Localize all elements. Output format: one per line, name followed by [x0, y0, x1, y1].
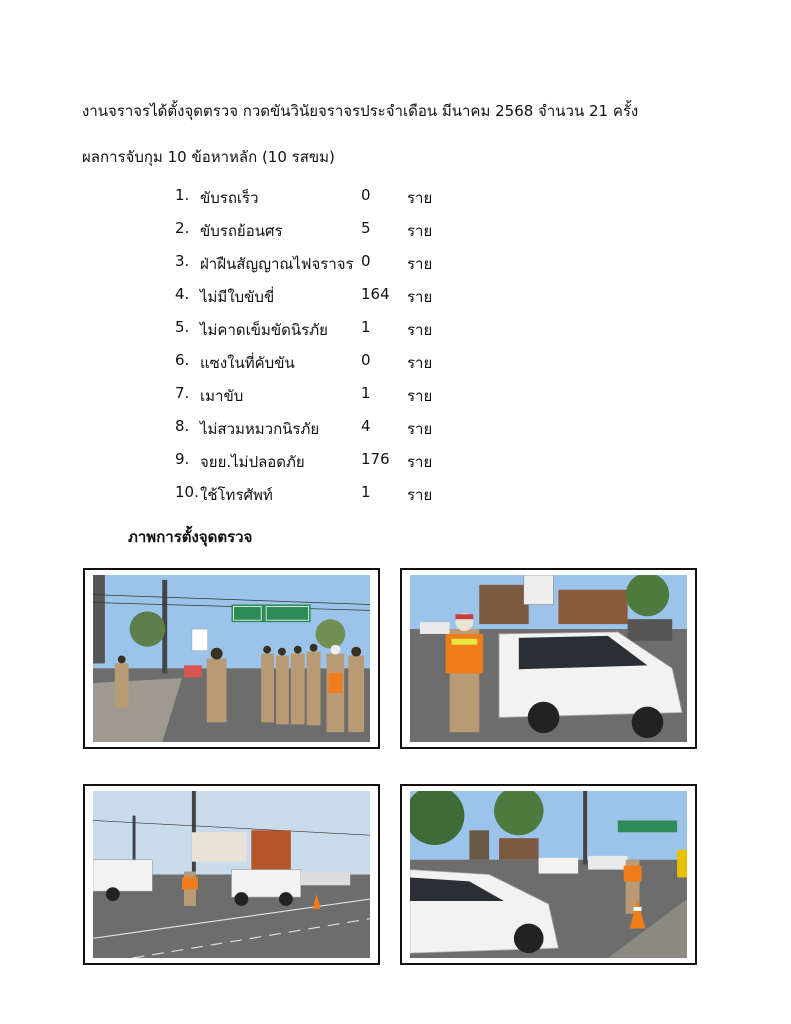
- offense-count: 5: [361, 219, 371, 237]
- offense-count: 0: [361, 351, 371, 369]
- offense-label: ไม่มีใบขับขี่: [200, 288, 275, 306]
- offense-number: 1.: [175, 186, 190, 204]
- checkpoint-photo-image: [93, 791, 370, 958]
- offense-count: 1: [361, 384, 371, 402]
- checkpoint-photo: [83, 568, 380, 749]
- headline: งานจราจรได้ตั้งจุดตรวจ กวดขันวินัยจราจรประจำเดือน มีนาคม 2568 จำนวน 21 ครั้ง: [82, 102, 639, 120]
- offense-label: ขับรถย้อนศร: [200, 222, 283, 240]
- offense-number: 2.: [175, 219, 190, 237]
- offense-unit: ราย: [407, 486, 433, 504]
- offense-number: 7.: [175, 384, 190, 402]
- offense-label: ใช้โทรศัพท์: [200, 486, 273, 504]
- offense-count: 176: [361, 450, 390, 468]
- offense-unit: ราย: [407, 222, 433, 240]
- checkpoint-photo: [400, 784, 697, 965]
- offense-unit: ราย: [407, 387, 433, 405]
- offense-count: 4: [361, 417, 371, 435]
- offense-number: 10.: [175, 483, 199, 501]
- offense-label: ฝ่าฝืนสัญญาณไฟจราจร: [200, 255, 354, 273]
- offense-number: 3.: [175, 252, 190, 270]
- offense-unit: ราย: [407, 354, 433, 372]
- offense-unit: ราย: [407, 288, 433, 306]
- checkpoint-photo-image: [93, 575, 370, 742]
- offense-number: 5.: [175, 318, 190, 336]
- offense-number: 8.: [175, 417, 190, 435]
- offense-count: 164: [361, 285, 390, 303]
- offense-label: ไม่สวมหมวกนิรภัย: [200, 420, 320, 438]
- offense-label: ขับรถเร็ว: [200, 189, 259, 207]
- offense-count: 1: [361, 483, 371, 501]
- offense-number: 6.: [175, 351, 190, 369]
- offense-number: 9.: [175, 450, 190, 468]
- offense-label: ไม่คาดเข็มขัดนิรภัย: [200, 321, 328, 339]
- checkpoint-photo: [83, 784, 380, 965]
- offense-number: 4.: [175, 285, 190, 303]
- offense-label: เมาขับ: [200, 387, 244, 405]
- offense-unit: ราย: [407, 321, 433, 339]
- offense-count: 0: [361, 252, 371, 270]
- offense-unit: ราย: [407, 453, 433, 471]
- offense-count: 1: [361, 318, 371, 336]
- offense-unit: ราย: [407, 255, 433, 273]
- checkpoint-photo-image: [410, 791, 687, 958]
- arrest-summary-heading: ผลการจับกุม 10 ข้อหาหลัก (10 รสขม): [82, 148, 335, 166]
- offense-label: แซงในที่คับขัน: [200, 354, 295, 372]
- offense-unit: ราย: [407, 189, 433, 207]
- checkpoint-photo-image: [410, 575, 687, 742]
- offense-label: จยย.ไม่ปลอดภัย: [200, 453, 305, 471]
- checkpoint-photo: [400, 568, 697, 749]
- photo-section-heading: ภาพการตั้งจุดตรวจ: [128, 528, 253, 546]
- offense-count: 0: [361, 186, 371, 204]
- offense-unit: ราย: [407, 420, 433, 438]
